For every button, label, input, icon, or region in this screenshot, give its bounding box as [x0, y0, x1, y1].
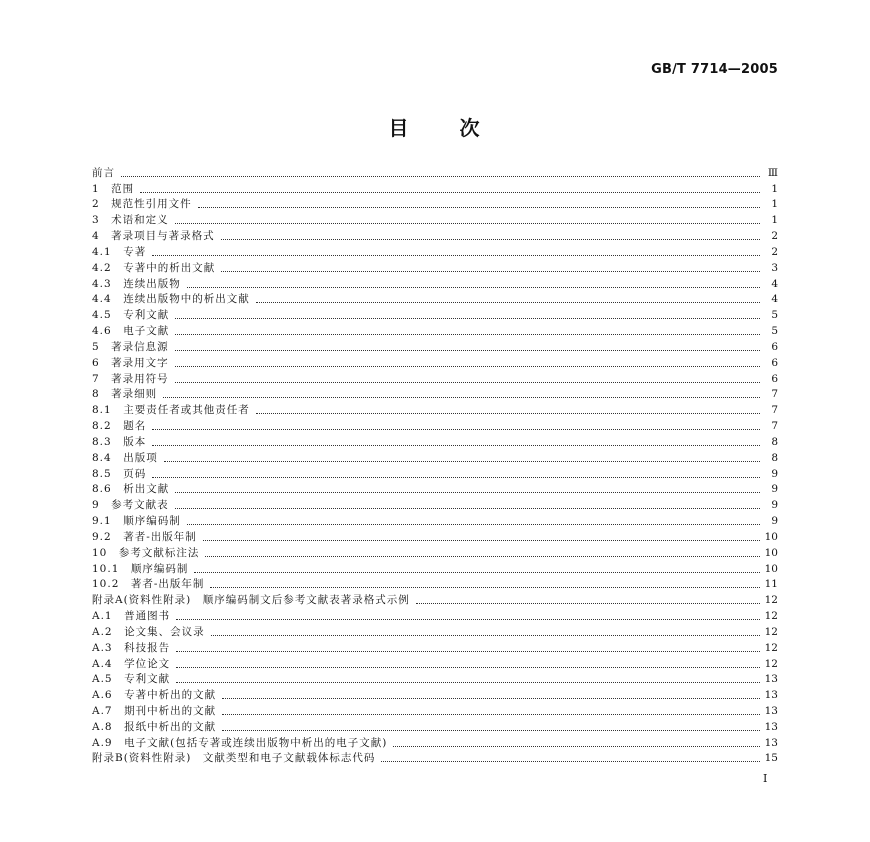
- toc-entry-label: 8.2 题名: [92, 420, 147, 433]
- toc-entry[interactable]: [92, 734, 778, 750]
- toc-leader-dots: [175, 318, 760, 319]
- toc-entry-label: 4 著录项目与著录格式: [92, 230, 215, 243]
- toc-entry[interactable]: [92, 686, 778, 702]
- toc-entry-page: 12: [764, 641, 778, 654]
- toc-entry-page: 9: [771, 515, 778, 528]
- toc-entry-label: 7 著录用符号: [92, 372, 169, 385]
- toc-entry-label: 前言: [92, 166, 115, 179]
- toc-entry-label: 4.3 连续出版物: [92, 277, 181, 290]
- toc-leader-dots: [152, 445, 760, 446]
- toc-entry-page: 12: [764, 610, 778, 623]
- toc-entry-label: A.9 电子文献(包括专著或连续出版物中析出的电子文献): [92, 736, 388, 749]
- toc-entry[interactable]: [92, 211, 778, 227]
- toc-entry[interactable]: [92, 259, 778, 275]
- toc-entry[interactable]: [92, 655, 778, 671]
- toc-entry[interactable]: [92, 496, 778, 512]
- toc-entry-page: 9: [771, 467, 778, 480]
- toc-leader-dots: [416, 603, 760, 604]
- toc-entry-page: 8: [771, 435, 778, 448]
- toc-entry[interactable]: [92, 481, 778, 497]
- toc-entry-label: 4.5 专利文献: [92, 309, 170, 322]
- toc-entry[interactable]: [92, 243, 778, 259]
- toc-entry-page: 8: [771, 451, 778, 464]
- toc-leader-dots: [222, 730, 760, 731]
- toc-entry-label: 6 著录用文字: [92, 356, 169, 369]
- toc-leader-dots: [175, 334, 760, 335]
- toc-entry-label: 8.1 主要责任者或其他责任者: [92, 404, 250, 417]
- toc-entry[interactable]: [92, 227, 778, 243]
- toc-entry-label: 4.6 电子文献: [92, 325, 170, 338]
- toc-entry-label: 8 著录细则: [92, 388, 158, 401]
- toc-entry-label: 10.2 著者-出版年制: [92, 578, 205, 591]
- toc-leader-dots: [152, 429, 760, 430]
- toc-entry[interactable]: [92, 164, 778, 180]
- toc-entry-page: 1: [771, 198, 778, 211]
- toc-leader-dots: [163, 397, 760, 398]
- toc-entry-page: 7: [771, 388, 778, 401]
- toc-entry[interactable]: [92, 449, 778, 465]
- toc-entry-page: 12: [764, 625, 778, 638]
- toc-leader-dots: [256, 413, 760, 414]
- toc-entry-label: 3 术语和定义: [92, 214, 169, 227]
- toc-entry-label: A.5 专利文献: [92, 673, 171, 686]
- toc-entry[interactable]: [92, 465, 778, 481]
- toc-entry-page: 13: [764, 673, 778, 686]
- toc-leader-dots: [121, 176, 760, 177]
- toc-leader-dots: [175, 508, 760, 509]
- toc-leader-dots: [140, 192, 760, 193]
- toc-leader-dots: [152, 477, 760, 478]
- toc-entry-page: 12: [764, 594, 778, 607]
- toc-entry-page: Ⅲ: [767, 166, 778, 179]
- toc-entry[interactable]: [92, 180, 778, 196]
- toc-entry-page: 5: [771, 325, 778, 338]
- toc-entry-page: 4: [771, 293, 778, 306]
- toc-leader-dots: [175, 492, 760, 493]
- toc-entry-page: 3: [771, 261, 778, 274]
- toc-entry[interactable]: [92, 528, 778, 544]
- toc-entry-page: 13: [764, 720, 778, 733]
- toc-leader-dots: [176, 682, 760, 683]
- toc-entry-page: 13: [764, 704, 778, 717]
- toc-entry-page: 6: [771, 372, 778, 385]
- toc-entry[interactable]: [92, 338, 778, 354]
- toc-entry[interactable]: [92, 275, 778, 291]
- toc-entry-label: A.8 报纸中析出的文献: [92, 720, 217, 733]
- toc-entry-label: A.6 专著中析出的文献: [92, 689, 217, 702]
- toc-leader-dots: [176, 667, 760, 668]
- toc-entry[interactable]: [92, 702, 778, 718]
- toc-entry-label: 10 参考文献标注法: [92, 546, 200, 559]
- toc-leader-dots: [175, 223, 760, 224]
- toc-entry-label: A.3 科技报告: [92, 641, 171, 654]
- toc-entry-page: 2: [771, 230, 778, 243]
- toc-leader-dots: [222, 698, 760, 699]
- toc-leader-dots: [205, 556, 760, 557]
- toc-leader-dots: [210, 587, 760, 588]
- toc-entry[interactable]: [92, 291, 778, 307]
- toc-entry-label: 1 范围: [92, 182, 135, 195]
- toc-leader-dots: [198, 207, 760, 208]
- toc-entry-label: 4.4 连续出版物中的析出文献: [92, 293, 250, 306]
- toc-leader-dots: [175, 366, 760, 367]
- toc-entry-label: 9.1 顺序编码制: [92, 515, 181, 528]
- toc-entry-page: 4: [771, 277, 778, 290]
- toc-entry-label: A.2 论文集、会议录: [92, 625, 205, 638]
- toc-leader-dots: [175, 350, 760, 351]
- toc-entry[interactable]: [92, 639, 778, 655]
- toc-entry-label: A.4 学位论文: [92, 657, 171, 670]
- toc-entry-page: 12: [764, 657, 778, 670]
- toc-leader-dots: [175, 382, 760, 383]
- toc-leader-dots: [221, 239, 760, 240]
- toc-entry-label: A.1 普通图书: [92, 610, 171, 623]
- page-number: I: [763, 772, 768, 785]
- toc-leader-dots: [222, 714, 760, 715]
- toc-leader-dots: [187, 287, 760, 288]
- toc-entry[interactable]: [92, 576, 778, 592]
- toc-leader-dots: [381, 761, 760, 762]
- toc-entry-page: 10: [764, 562, 778, 575]
- toc-entry[interactable]: [92, 401, 778, 417]
- toc-leader-dots: [164, 461, 760, 462]
- toc-entry-page: 6: [771, 340, 778, 353]
- toc-entry[interactable]: [92, 354, 778, 370]
- toc-leader-dots: [176, 619, 760, 620]
- toc-entry[interactable]: [92, 623, 778, 639]
- toc-entry-page: 15: [764, 752, 778, 765]
- toc-entry-label: 8.3 版本: [92, 435, 147, 448]
- toc-leader-dots: [221, 271, 760, 272]
- toc-entry-label: A.7 期刊中析出的文献: [92, 704, 217, 717]
- toc-entry-label: 10.1 顺序编码制: [92, 562, 189, 575]
- toc-leader-dots: [211, 635, 760, 636]
- toc-entry[interactable]: [92, 671, 778, 687]
- page-title: 目 次: [388, 116, 482, 140]
- toc-leader-dots: [176, 651, 760, 652]
- toc-entry-label: 4.1 专著: [92, 245, 147, 258]
- toc-entry-page: 9: [771, 483, 778, 496]
- toc-leader-dots: [152, 255, 760, 256]
- toc-entry-page: 7: [771, 404, 778, 417]
- toc-entry-page: 7: [771, 420, 778, 433]
- toc-entry-label: 8.6 析出文献: [92, 483, 170, 496]
- toc-entry[interactable]: [92, 591, 778, 607]
- toc-entry[interactable]: [92, 322, 778, 338]
- toc-leader-dots: [393, 746, 760, 747]
- toc-entry-label: 5 著录信息源: [92, 340, 169, 353]
- toc-entry[interactable]: [92, 433, 778, 449]
- toc-entry-label: 附录A(资料性附录) 顺序编码制文后参考文献表著录格式示例: [92, 594, 410, 607]
- toc-entry[interactable]: [92, 196, 778, 212]
- toc-entry-page: 1: [771, 182, 778, 195]
- toc-entry-label: 9 参考文献表: [92, 499, 169, 512]
- toc-entry[interactable]: [92, 306, 778, 322]
- toc-leader-dots: [187, 524, 760, 525]
- toc-entry-label: 附录B(资料性附录) 文献类型和电子文献载体标志代码: [92, 752, 376, 765]
- toc-entry-page: 1: [771, 214, 778, 227]
- toc-leader-dots: [194, 572, 760, 573]
- toc-entry[interactable]: [92, 607, 778, 623]
- toc-entry-label: 8.4 出版项: [92, 451, 158, 464]
- toc-entry[interactable]: [92, 544, 778, 560]
- toc-entry-page: 10: [764, 546, 778, 559]
- toc-entry-label: 4.2 专著中的析出文献: [92, 261, 216, 274]
- toc-entry-page: 9: [771, 499, 778, 512]
- table-of-contents: [92, 164, 778, 765]
- toc-entry-label: 2 规范性引用文件: [92, 198, 192, 211]
- toc-leader-dots: [256, 302, 760, 303]
- toc-entry-page: 10: [764, 530, 778, 543]
- toc-leader-dots: [203, 540, 760, 541]
- toc-entry[interactable]: [92, 512, 778, 528]
- toc-entry-label: 8.5 页码: [92, 467, 147, 480]
- toc-entry-page: 6: [771, 356, 778, 369]
- toc-entry[interactable]: [92, 417, 778, 433]
- toc-entry-page: 13: [764, 736, 778, 749]
- toc-entry-label: 9.2 著者-出版年制: [92, 530, 197, 543]
- toc-entry-page: 2: [771, 245, 778, 258]
- toc-entry[interactable]: [92, 370, 778, 386]
- toc-entry-page: 5: [771, 309, 778, 322]
- toc-entry[interactable]: [92, 750, 778, 766]
- standard-code: GB/T 7714—2005: [651, 62, 778, 77]
- toc-entry-page: 13: [764, 689, 778, 702]
- toc-entry-page: 11: [764, 578, 778, 591]
- toc-entry[interactable]: [92, 560, 778, 576]
- toc-entry[interactable]: [92, 386, 778, 402]
- toc-entry[interactable]: [92, 718, 778, 734]
